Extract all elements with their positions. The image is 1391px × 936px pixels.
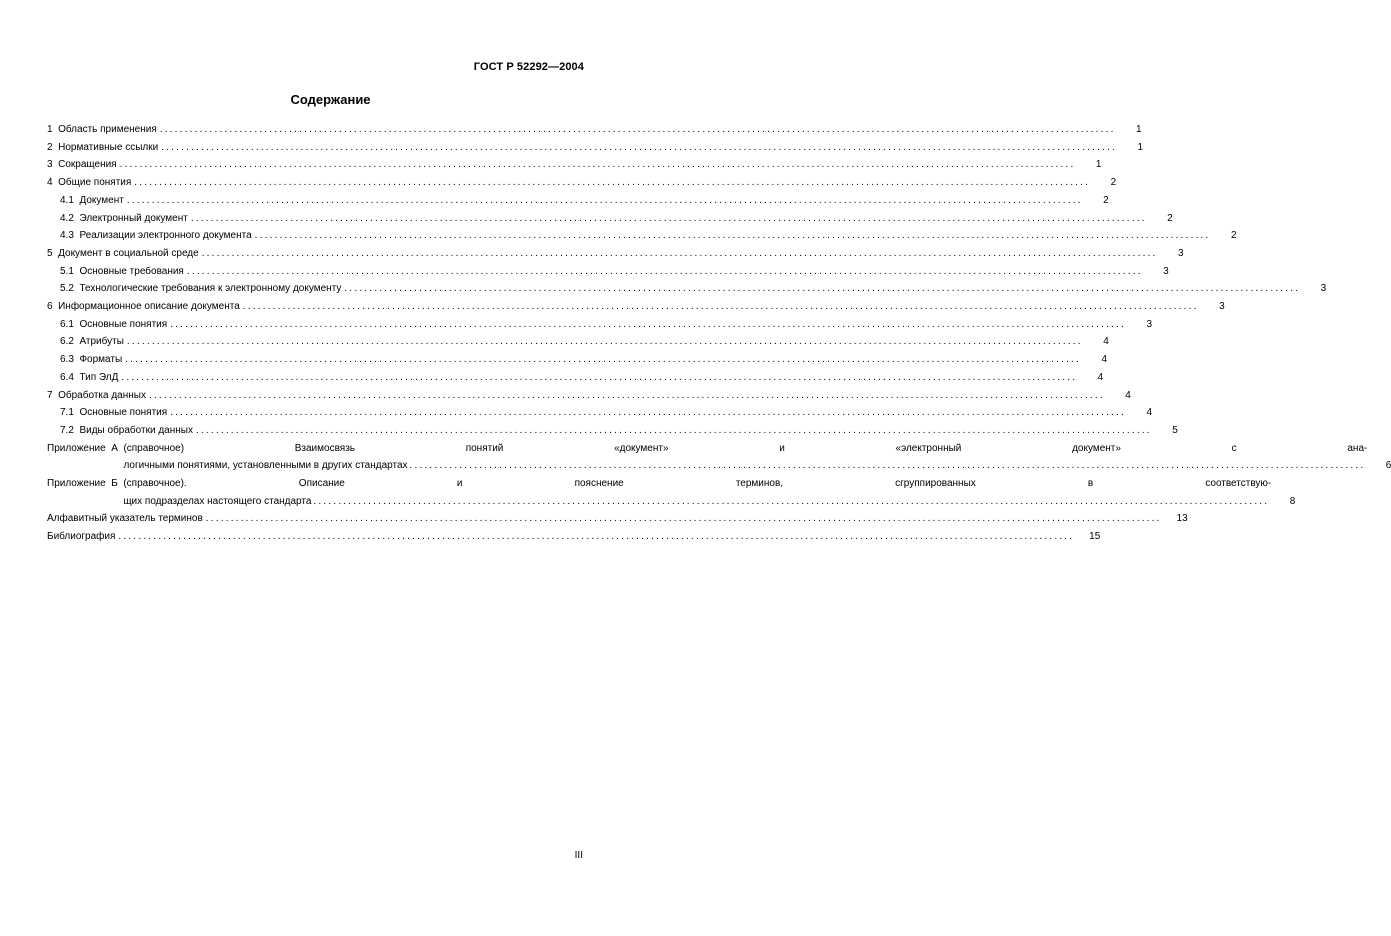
dot-leader: [160, 121, 1116, 139]
toc-subentry[interactable]: [47, 210, 1173, 228]
toc-entry-page: 4: [1103, 336, 1109, 348]
toc-subentry[interactable]: [47, 422, 1178, 440]
toc-entry-page: 4: [1101, 354, 1108, 366]
toc-entry[interactable]: [47, 121, 1142, 139]
appendix-title-line: (справочное) Взаимосвязь понятий «документ» и «электронный документ» с ана-: [123, 442, 1368, 454]
toc-entry-label: 7 Обработка данных: [47, 389, 146, 401]
toc-entry-label: 5 Документ в социальной среде: [47, 247, 199, 259]
appendix-title-line-last: [123, 457, 1391, 475]
toc-entry-page: 1: [1095, 159, 1102, 171]
dot-leader: [243, 298, 1199, 316]
page-number: III: [574, 850, 583, 861]
toc-entry-label: 6.3 Форматы: [60, 354, 123, 366]
toc-entry-page: 2: [1167, 212, 1173, 224]
appendix-prefix: Приложение А: [47, 442, 124, 454]
dot-leader: [206, 510, 1162, 528]
dot-leader: [121, 369, 1077, 387]
toc-entry[interactable]: [47, 245, 1184, 263]
toc-entry-label: 4.3 Реализации электронного документа: [60, 230, 252, 242]
toc-entry-label: 1 Область применения: [47, 124, 157, 135]
toc-entry-page: 6: [1385, 460, 1391, 472]
toc-subentry[interactable]: [47, 333, 1109, 351]
toc-title: Содержание: [290, 92, 371, 107]
toc-subentry[interactable]: [47, 192, 1109, 210]
toc-entry-label: 6.1 Основные понятия: [60, 318, 168, 330]
toc-entry-page: 1: [1136, 124, 1142, 135]
appendix-body: [123, 475, 1295, 510]
toc-appendix-b[interactable]: [47, 475, 1296, 510]
dot-leader: [134, 174, 1090, 192]
toc-entry-page: 1: [1137, 141, 1144, 153]
dot-leader: [187, 263, 1143, 281]
toc-entry-label: 4 Общие понятия: [47, 177, 132, 189]
toc-entry-page: 4: [1097, 371, 1104, 383]
toc-subentry[interactable]: [47, 280, 1327, 298]
dot-leader: [410, 457, 1366, 475]
toc-entry-label: 3 Сокращения: [47, 159, 117, 171]
toc-entry[interactable]: [47, 156, 1102, 174]
toc-subentry[interactable]: [47, 351, 1108, 369]
toc-entry-page: 4: [1146, 407, 1153, 419]
dot-leader: [191, 210, 1147, 228]
appendix-body: [123, 440, 1391, 475]
table-of-contents: [47, 121, 1391, 546]
toc-entry-page: 2: [1103, 194, 1109, 206]
appendix-title-line: (справочное). Описание и пояснение терминов, сгруппированных в соответствую-: [123, 478, 1272, 490]
toc-entry-label: 7.2 Виды обработки данных: [60, 424, 193, 436]
toc-entry-label: 6.4 Тип ЭлД: [60, 371, 119, 383]
toc-entry-label: 7.1 Основные понятия: [60, 407, 168, 419]
toc-entry[interactable]: [47, 298, 1225, 316]
dot-leader: [170, 404, 1126, 422]
toc-entry-label: 2 Нормативные ссылки: [47, 141, 159, 153]
toc-entry-page: 3: [1219, 301, 1225, 313]
toc-entry-label: Алфавитный указатель терминов: [47, 513, 203, 525]
toc-subentry[interactable]: [47, 263, 1169, 281]
toc-entry-bibliography[interactable]: [47, 528, 1101, 546]
toc-entry-page: 15: [1089, 531, 1101, 543]
toc-entry-label: 4.1 Документ: [60, 194, 124, 206]
toc-entry[interactable]: [47, 139, 1144, 157]
dot-leader: [127, 333, 1083, 351]
dot-leader: [344, 280, 1300, 298]
toc-entry[interactable]: [47, 387, 1131, 405]
toc-entry-page: 13: [1176, 513, 1188, 525]
toc-entry-label: 5.2 Технологические требования к электронному документу: [60, 283, 342, 295]
toc-entry-label: Библиография: [47, 531, 116, 543]
toc-entry-page: 3: [1177, 247, 1184, 259]
dot-leader: [149, 387, 1105, 405]
toc-entry-label: 4.2 Электронный документ: [60, 212, 188, 224]
dot-leader: [313, 493, 1269, 511]
toc-entry-page: 3: [1320, 283, 1327, 295]
toc-entry-label: 6 Информационное описание документа: [47, 301, 240, 313]
toc-entry-label: 5.1 Основные требования: [60, 265, 184, 277]
toc-subentry[interactable]: [47, 227, 1237, 245]
dot-leader: [161, 139, 1117, 157]
toc-entry-page: 4: [1125, 389, 1131, 401]
toc-entry-page: 3: [1163, 265, 1169, 277]
toc-entry-page: 8: [1289, 495, 1296, 507]
document-code: ГОСТ Р 52292—2004: [473, 61, 584, 73]
toc-subentry[interactable]: [47, 404, 1153, 422]
toc-entry-label: 6.2 Атрибуты: [60, 336, 124, 348]
appendix-title-line-last: [123, 493, 1295, 511]
toc-entry-page: 5: [1172, 424, 1178, 436]
dot-leader: [118, 528, 1074, 546]
appendix-prefix: Приложение Б: [47, 478, 124, 490]
dot-leader: [127, 192, 1083, 210]
dot-leader: [202, 245, 1158, 263]
appendix-title-continuation: логичными понятиями, установленными в других стандартах: [123, 460, 408, 472]
toc-appendix-a[interactable]: [47, 440, 1391, 475]
toc-entry-index[interactable]: [47, 510, 1188, 528]
toc-entry-page: 3: [1146, 318, 1153, 330]
toc-entry-page: 2: [1230, 230, 1237, 242]
dot-leader: [120, 156, 1076, 174]
toc-subentry[interactable]: [47, 316, 1153, 334]
dot-leader: [170, 316, 1126, 334]
dot-leader: [125, 351, 1081, 369]
toc-entry-page: 2: [1110, 177, 1117, 189]
dot-leader: [255, 227, 1211, 245]
toc-entry[interactable]: [47, 174, 1117, 192]
dot-leader: [196, 422, 1152, 440]
toc-subentry[interactable]: [47, 369, 1104, 387]
appendix-title-continuation: щих подразделах настоящего стандарта: [123, 495, 312, 507]
